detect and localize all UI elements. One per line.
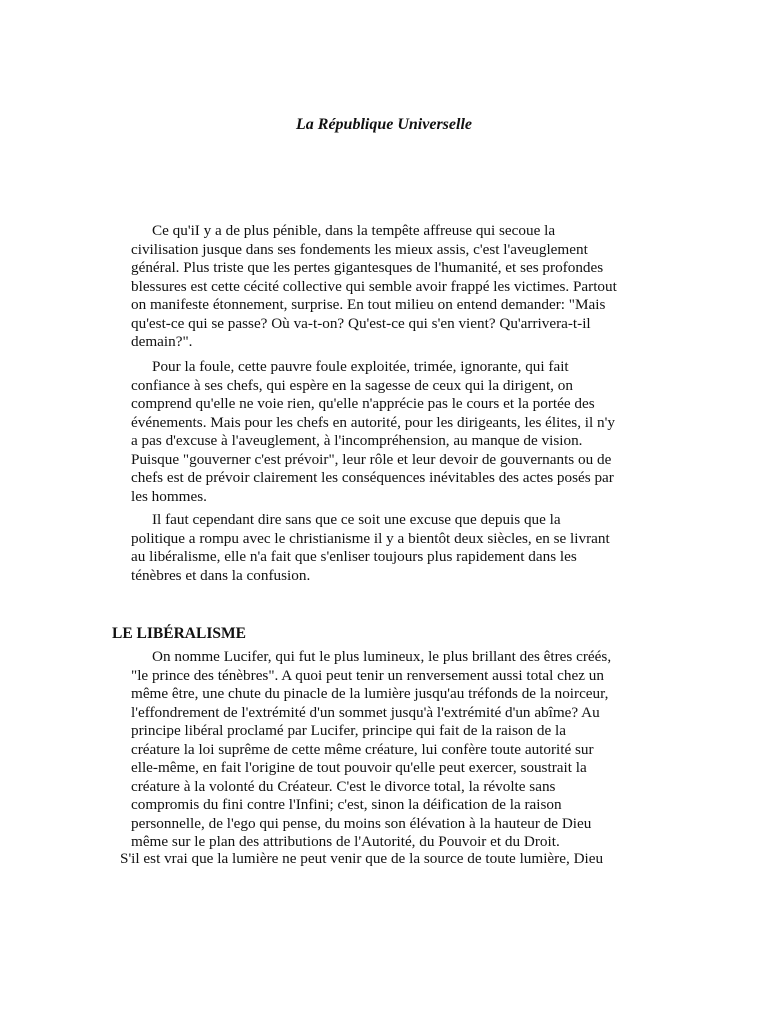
text-line: qu'est-ce qui se passe? Où va-t-on? Qu'est-ce qui s'en vient? Qu'arrivera-t-il [131, 314, 591, 332]
text-line: principe libéral proclamé par Lucifer, principe qui fait de la raison de la [131, 722, 566, 739]
text-line: "le prince des ténèbres". A quoi peut tenir un renversement aussi total chez un [131, 666, 604, 684]
text-line: ténèbres et dans la confusion. [131, 566, 311, 584]
text-line: Puisque "gouverner c'est prévoir", leur rôle et leur devoir de gouvernants ou de [131, 450, 612, 468]
intro-paragraph-2 [131, 358, 651, 506]
text-line: S'il est vrai que la lumière ne peut venir que de la source de toute lumière, Dieu [120, 850, 604, 867]
text-line: créature à la volonté du Créateur. C'est le divorce total, la révolte sans [131, 777, 556, 795]
final-line [120, 850, 640, 869]
section-paragraph [131, 648, 651, 852]
text-line: événements. Mais pour les chefs en autorité, pour les dirigeants, les élites, il n'y [131, 413, 615, 431]
text-line: on manifeste étonnement, surprise. En tout milieu on entend demander: "Mais [131, 296, 606, 313]
document-title: La République Universelle [296, 116, 472, 133]
text-line: Ce qu'iI y a de plus pénible, dans la tempête affreuse qui secoue la [152, 222, 556, 239]
text-line: civilisation jusque dans ses fondements les mieux assis, c'est l'aveuglement [131, 240, 588, 258]
text-line: a pas d'excuse à l'aveuglement, à l'incompréhension, au manque de vision. [131, 432, 583, 449]
text-line: blessures est cette cécité collective qui semble avoir frappé les victimes. Partout [131, 277, 617, 295]
text-line: confiance à ses chefs, qui espère en la sagesse de ceux qui la dirigent, on [131, 376, 573, 394]
intro-paragraph-3 [131, 511, 651, 585]
text-line: Il faut cependant dire sans que ce soit une excuse que depuis que la [152, 511, 561, 528]
text-line: même être, une chute du pinacle de la lumière jusqu'au tréfonds de la noirceur, [131, 685, 609, 702]
text-line: au libéralisme, elle n'a fait que s'enliser toujours plus rapidement dans les [131, 548, 577, 565]
text-line: personnelle, de l'ego qui pense, du moins son élévation à la hauteur de Dieu [131, 814, 592, 832]
intro-paragraph-1 [131, 222, 651, 352]
text-line: politique a rompu avec le christianisme il y a bientôt deux siècles, en se livrant [131, 529, 610, 547]
text-line: général. Plus triste que les pertes gigantesques de l'humanité, et ses profondes [131, 259, 604, 276]
text-line: elle-même, en fait l'origine de tout pouvoir qu'elle peut exercer, soustrait la [131, 759, 587, 776]
text-line: créature la loi suprême de cette même créature, lui confère toute autorité sur [131, 740, 594, 758]
text-line: l'effondrement de l'extrémité d'un sommet jusqu'à l'extrémité d'un abîme? Au [131, 703, 600, 721]
text-line: On nomme Lucifer, qui fut le plus lumineux, le plus brillant des êtres créés, [152, 648, 612, 665]
text-line: compromis du fini contre l'Infini; c'est, sinon la déification de la raison [131, 796, 562, 813]
section-heading: LE LIBÉRALISME [112, 625, 246, 642]
text-line: Pour la foule, cette pauvre foule exploitée, trimée, ignorante, qui fait [152, 358, 569, 375]
text-line: chefs est de prévoir clairement les conséquences inévitables des actes posés par [131, 469, 614, 486]
text-line: même sur le plan des attributions de l'Autorité, du Pouvoir et du Droit. [131, 833, 560, 850]
text-line: demain?". [131, 333, 193, 350]
text-line: comprend qu'elle ne voie rien, qu'elle n'apprécie pas le cours et la portée des [131, 395, 595, 412]
text-line: les hommes. [131, 487, 207, 505]
